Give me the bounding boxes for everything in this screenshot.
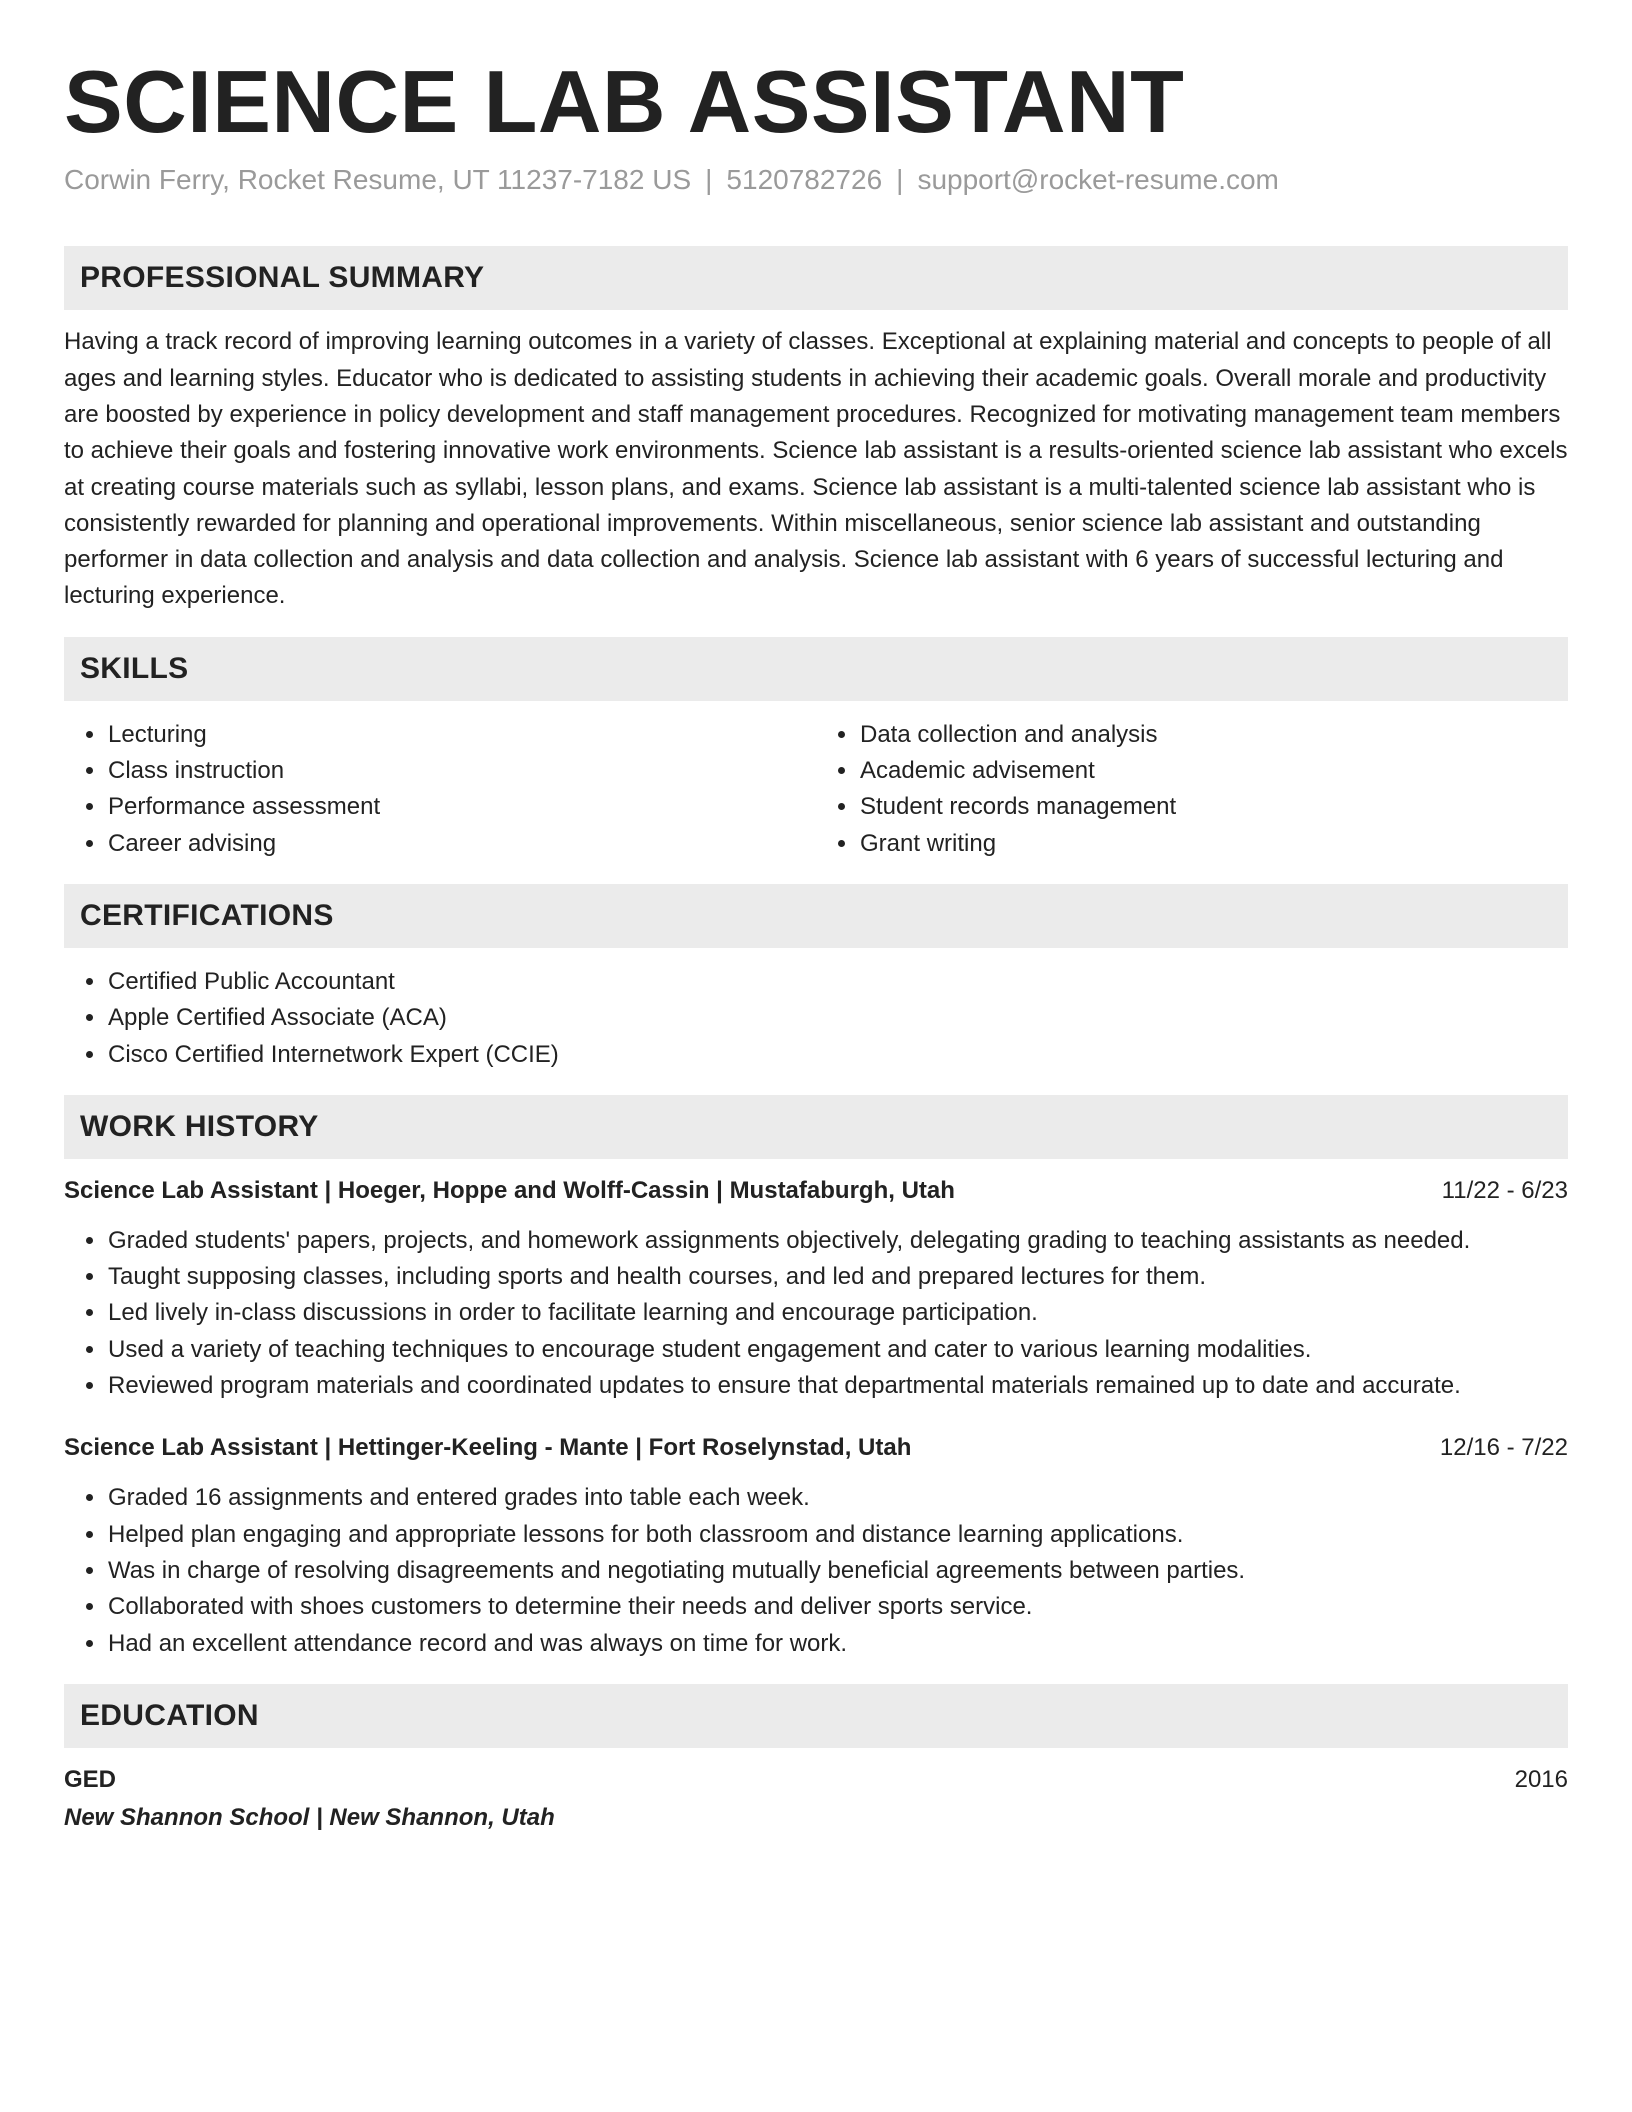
- education-heading: EDUCATION: [64, 1684, 1568, 1748]
- skill-item: • Student records management: [859, 789, 1568, 825]
- certifications-list: [64, 964, 1568, 1073]
- education-header: [64, 1762, 1568, 1798]
- skill-item: • Lecturing: [107, 717, 816, 753]
- job-bullet: • Taught supposing classes, including sports and health courses, and led and prepared lectures for them.: [107, 1259, 1568, 1295]
- skills-column-left: [64, 717, 816, 862]
- job-dates: 12/16 - 7/22: [1439, 1434, 1568, 1462]
- job-bullet: • Was in charge of resolving disagreements and negotiating mutually beneficial agreements between parties.: [107, 1553, 1568, 1589]
- skills-heading: SKILLS: [64, 637, 1568, 701]
- job-title: Science Lab Assistant | Hoeger, Hoppe and Wolff-Cassin | Mustafaburgh, Utah: [64, 1176, 955, 1204]
- skill-item: • Performance assessment: [107, 789, 816, 825]
- skill-item: • Data collection and analysis: [859, 717, 1568, 753]
- job-header: [64, 1430, 1568, 1466]
- certifications-heading: CERTIFICATIONS: [64, 884, 1568, 948]
- contact-separator: |: [705, 164, 713, 196]
- job-bullet: • Led lively in-class discussions in order to facilitate learning and encourage participation.: [107, 1295, 1568, 1331]
- job-title: Science Lab Assistant | Hettinger-Keeling - Mante | Fort Roselynstad, Utah: [64, 1434, 912, 1462]
- job-bullet: • Collaborated with shoes customers to determine their needs and deliver sports service.: [107, 1589, 1568, 1625]
- contact-separator: |: [896, 164, 904, 196]
- job-header: [64, 1173, 1568, 1209]
- resume-title: SCIENCE LAB ASSISTANT: [64, 52, 1185, 151]
- job-bullet: • Graded students' papers, projects, and homework assignments objectively, delegating grading to teaching assistants as needed.: [107, 1223, 1568, 1259]
- contact-address: Corwin Ferry, Rocket Resume, UT 11237-7182 US: [64, 164, 692, 196]
- summary-text: Having a track record of improving learning outcomes in a variety of classes. Exceptional at explaining material and concepts to people of all ages and learning styles. Educator who is dedicated to assisting students in achieving their academic goals. Overall morale and productivity are boosted by experience in policy development and staff management procedures. Recognized for motivating management team members to achieve their goals and fostering innovative work environments. Science lab assistant is a results-oriented science lab assistant who excels at creating course materials such as syllabi, lesson plans, and exams. Science lab assistant is a multi-talented science lab assistant who is consistently rewarded for planning and operational improvements. Within miscellaneous, senior science lab assistant and outstanding performer in data collection and analysis and data collection and analysis. Science lab assistant with 6 years of successful lecturing and lecturing experience.: [64, 328, 1568, 610]
- job-bullet: • Reviewed program materials and coordinated updates to ensure that departmental materials remained up to date and accurate.: [107, 1368, 1568, 1404]
- skill-item: • Class instruction: [107, 753, 816, 789]
- education-school: New Shannon School | New Shannon, Utah: [64, 1803, 555, 1831]
- skills-list: [64, 717, 1568, 862]
- job-bullet: • Helped plan engaging and appropriate lessons for both classroom and distance learning applications.: [107, 1517, 1568, 1553]
- resume-page: [64, 52, 1568, 1836]
- skill-item: • Career advising: [107, 826, 816, 862]
- job-entry: [64, 1430, 1568, 1661]
- certification-item: • Certified Public Accountant: [107, 964, 1568, 1000]
- work-history-heading: WORK HISTORY: [64, 1095, 1568, 1159]
- contact-phone: 5120782726: [726, 164, 883, 196]
- education-degree: GED: [64, 1765, 117, 1793]
- job-bullets: [64, 1480, 1568, 1661]
- job-bullet: • Had an excellent attendance record and was always on time for work.: [107, 1626, 1568, 1662]
- skills-column-right: [816, 717, 1568, 862]
- summary-heading: PROFESSIONAL SUMMARY: [64, 246, 1568, 310]
- contact-email: support@rocket-resume.com: [917, 164, 1279, 196]
- education-year: 2016: [1514, 1765, 1568, 1793]
- skill-item: • Academic advisement: [859, 753, 1568, 789]
- contact-line: [64, 164, 1568, 196]
- skill-item: • Grant writing: [859, 826, 1568, 862]
- certification-item: • Cisco Certified Internetwork Expert (CCIE): [107, 1037, 1568, 1073]
- job-bullet: • Graded 16 assignments and entered grades into table each week.: [107, 1480, 1568, 1516]
- job-dates: 11/22 - 6/23: [1441, 1176, 1568, 1204]
- job-bullets: [64, 1223, 1568, 1404]
- certification-item: • Apple Certified Associate (ACA): [107, 1000, 1568, 1036]
- job-entry: [64, 1173, 1568, 1404]
- job-bullet: • Used a variety of teaching techniques to encourage student engagement and cater to various learning modalities.: [107, 1332, 1568, 1368]
